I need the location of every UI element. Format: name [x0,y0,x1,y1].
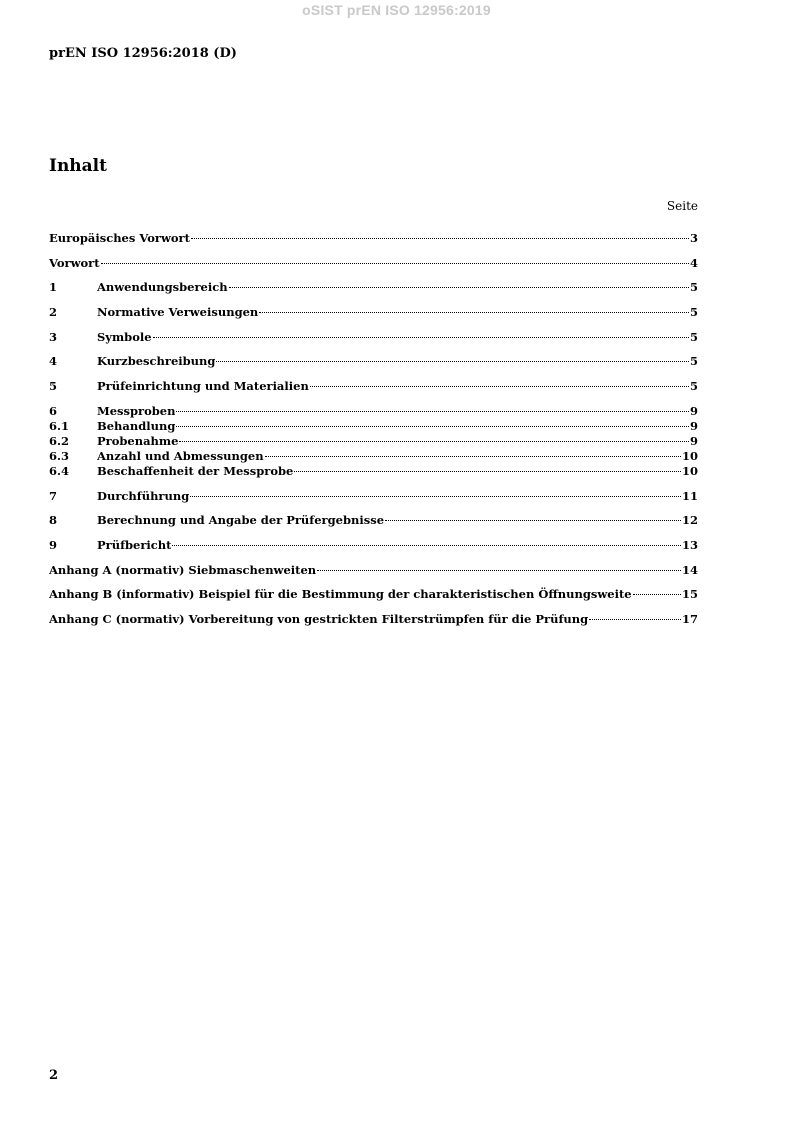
dot-leader [176,411,689,412]
page-column-label: Seite [666,199,698,213]
toc-entry-title: Kurzbeschreibung [97,354,216,369]
toc-entry[interactable] [49,449,698,464]
dot-leader [317,570,681,571]
toc-entry[interactable] [49,434,698,449]
toc-entry-page: 9 [689,403,698,418]
toc-entry-number: 8 [49,513,58,528]
toc-entry-page: 13 [681,537,698,552]
table-of-contents [49,231,698,627]
toc-entry[interactable] [49,612,698,627]
toc-entry[interactable] [49,379,698,394]
dot-leader [294,471,681,472]
toc-entry[interactable] [49,464,698,479]
toc-entry-number: 1 [49,280,58,295]
toc-entry[interactable] [49,231,698,246]
dot-leader [191,238,689,239]
toc-entry-number: 6.3 [49,448,70,463]
toc-title: Inhalt [49,156,107,176]
dot-leader [229,287,689,288]
toc-entry-page: 5 [689,280,698,295]
dot-leader [216,361,689,362]
toc-entry-title: Anwendungsbereich [97,280,228,295]
toc-entry-number: 6.1 [49,418,70,433]
toc-entry-page: 9 [689,433,698,448]
toc-entry-title: Berechnung und Angabe der Prüfergebnisse [97,513,385,528]
toc-entry-page: 17 [681,611,698,626]
dot-leader [179,441,689,442]
toc-entry-title: Symbole [97,329,152,344]
toc-entry-title: Prüfbericht [97,537,172,552]
dot-leader [589,619,681,620]
dot-leader [259,312,689,313]
toc-entry-title: Anhang A (normativ) Siebmaschenweiten [49,562,317,577]
toc-entry-page: 10 [681,448,698,463]
toc-entry[interactable] [49,305,698,320]
toc-entry[interactable] [49,538,698,553]
toc-entry-title: Behandlung [97,418,176,433]
toc-entry-title: Normative Verweisungen [97,305,259,320]
toc-entry-page: 15 [681,587,698,602]
toc-entry-title: Vorwort [49,255,100,270]
dot-leader [265,456,681,457]
toc-entry-title: Durchführung [97,488,190,503]
toc-entry[interactable] [49,489,698,504]
toc-entry-page: 4 [689,255,698,270]
dot-leader [633,594,681,595]
toc-entry-number: 9 [49,537,58,552]
dot-leader [385,520,681,521]
toc-entry-title: Probenahme [97,433,179,448]
toc-entry[interactable] [49,330,698,345]
toc-entry-number: 6.2 [49,433,70,448]
dot-leader [190,496,681,497]
toc-entry-number: 6.4 [49,463,70,478]
toc-entry-page: 5 [689,379,698,394]
watermark: oSIST prEN ISO 12956:2019 [302,2,491,18]
toc-entry-title: Prüfeinrichtung und Materialien [97,379,309,394]
toc-entry-number: 6 [49,403,58,418]
toc-entry[interactable] [49,404,698,419]
toc-entry-page: 9 [689,418,698,433]
toc-entry-page: 12 [681,513,698,528]
toc-entry-title: Europäisches Vorwort [49,231,190,245]
dot-leader [101,263,689,264]
toc-entry-title: Anzahl und Abmessungen [97,448,264,463]
toc-entry-number: 3 [49,329,58,344]
toc-entry-page: 10 [681,463,698,478]
toc-entry-number: 4 [49,354,58,369]
page-number: 2 [49,1068,59,1083]
toc-entry[interactable] [49,280,698,295]
toc-entry-page: 14 [681,562,698,577]
dot-leader [172,545,681,546]
toc-entry-number: 7 [49,488,58,503]
toc-entry[interactable] [49,354,698,369]
dot-leader [153,337,689,338]
toc-entry-page: 5 [689,354,698,369]
toc-entry-title: Anhang B (informativ) Beispiel für die Bestimmung der charakteristischen Öffnungsweite [49,587,632,602]
dot-leader [176,426,689,427]
toc-entry[interactable] [49,587,698,602]
toc-entry[interactable] [49,419,698,434]
toc-entry[interactable] [49,256,698,271]
toc-entry-title: Beschaffenheit der Messprobe [97,463,294,478]
toc-entry-page: 5 [689,329,698,344]
toc-entry[interactable] [49,563,698,578]
dot-leader [310,386,689,387]
toc-entry-title: Anhang C (normativ) Vorbereitung von gestrickten Filterstrümpfen für die Prüfung [49,611,589,626]
toc-entry-title: Messproben [97,403,176,418]
toc-entry[interactable] [49,513,698,528]
toc-entry-number: 2 [49,305,58,320]
toc-entry-page: 5 [689,305,698,320]
toc-entry-number: 5 [49,379,58,394]
toc-entry-page: 3 [689,231,698,245]
toc-entry-page: 11 [681,488,698,503]
document-header: prEN ISO 12956:2018 (D) [49,46,237,61]
